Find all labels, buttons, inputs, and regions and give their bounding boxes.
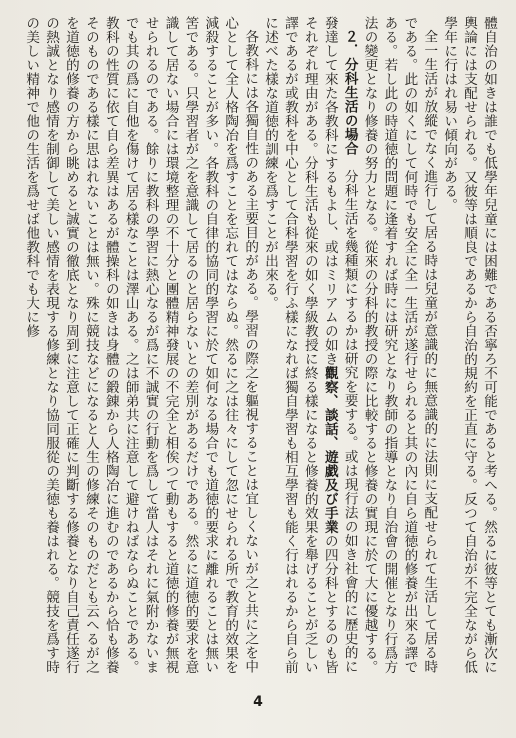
paragraph-text: 各教科には各獨自性のある主要目的がある。學習の際之を軀視することは宜しくないが之と共に之を中心として全人格陶冶を爲すことを忘れてはならぬ。然るに之は往々にして忽にせられる所で教育的效果を減殺することが多い。各教科の自律的協同的學習に於て如何なる場合でも道徳的要求に離れることは無い筈である。只學習者が之を意識して居るのと居らないとの差別があるだけである。然るに道徳的要求を意識して居ない場合には環境整理の不十分と團體精神發展の不完全と相俟つて動もすると道徳的修養が無視せられるのである。餘りに教科の學習に熱心なるが爲に不誠實の行動を爲して當人はそれに氣附かないまでも其の爲に自他を傷けて居る樣なことは澤山ある。之は師弟共に注意して避けねばならぬことである。教科の性質に依て自ら差異はあるが體操科の如きは身體の鍛錬から人格陶冶に進むのであるから恰も修養そのものである樣に思はれないことは無い。殊に競技などになると人生の修練そのものだとも云へるが之を道徳的修養の方から眺めると誠實の徹底となり周到に注意して正確に判斷する修養となり自己責任遂行の熱誠となり感情を制御して美しい感情を表現する修練となり協同服從の美徳も養はれる。競技を爲す時の美しい精神で他の生活を爲せば他教科でも大に修: [23, 16, 259, 674]
paragraph: [359, 16, 439, 680]
page-number: 4: [253, 694, 263, 710]
paragraph-text: 全一生活が放縱でなく進行して居る時は兒童が意識的に無意識的に法則に支配せられて生活して居る時である。此の如くにして何時でも安全に全一生活が遂行せられると其の內に自ら道徳的修養が出來る譯である。若し此の時道徳的問題に逢着すれば時には研究となり教師の指導となり自治會の開催となり行爲方法の變更となり修養の努力となる。從來の分科的教授の際に比較すると修養の實現に於て大に優越する。: [361, 16, 438, 674]
paragraph: [20, 16, 259, 680]
paragraph: [438, 16, 498, 680]
body-text: [20, 16, 498, 680]
section-heading: ２．分科生活の場合: [341, 29, 358, 156]
emphasized-text: 觀察、談話、遊戯及び手業: [321, 366, 338, 534]
paragraph-text: 體自治の如きは誰でも低學年兒童には困難である否寧ろ不可能であると考へる。然るに彼等とても漸次に輿論には支配せられる。又彼等は順良であるから自治的規約を正直に守る。反つて自治が不完全ながら低學年に行はれ易い傾向がある。: [441, 16, 497, 674]
paragraph-text: の四分科とするのも皆それぞれ理由がある。分科生活も從來の如く學級教授に終る樣になると修養的效果を舉げることが乏しい譯であるが或教科を中心として合科學習を行ふ樣になれば獨自學習も相互學習も能く行はれるから自ら前に述べた樣な道徳的訓練を爲すことが出來る。: [262, 16, 338, 674]
paragraph: [259, 16, 359, 680]
paragraph-text: 分科生活を幾種類にするかは研究を要する。或は現行法の如き社會的に歷史的に發達して來た各教科にするもよし、或はミリアムの如き: [321, 16, 358, 674]
